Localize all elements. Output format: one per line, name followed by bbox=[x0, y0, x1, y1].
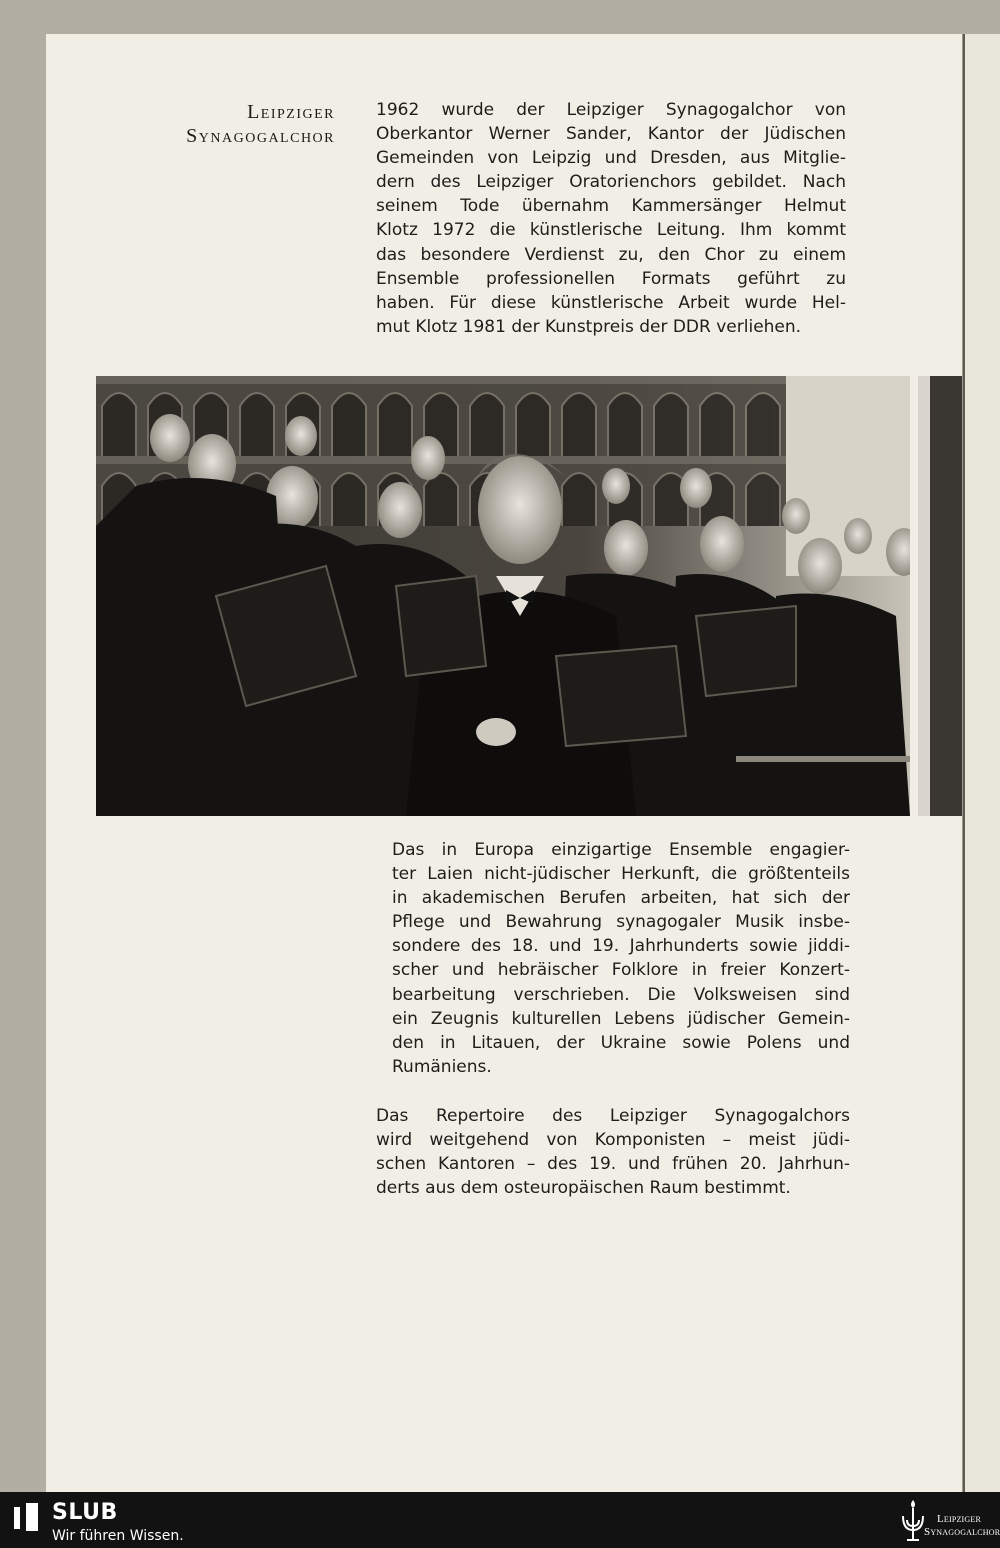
paragraph-line: wird weitgehend von Komponisten – meist jüdi- bbox=[376, 1130, 850, 1151]
paragraph-line: in akademischen Berufen arbeiten, hat sich der bbox=[392, 888, 850, 909]
photo-continuation bbox=[918, 376, 962, 816]
paragraph-line: den in Litauen, der Ukraine sowie Polens und bbox=[392, 1032, 850, 1053]
heading-line-2: Synagogalchor bbox=[186, 125, 335, 147]
choir-photo bbox=[96, 376, 910, 816]
paragraph-3 bbox=[376, 1104, 850, 1200]
paragraph-line: 1962 wurde der Leipziger Synagogalchor von bbox=[376, 100, 846, 120]
paragraph-line: bearbeitung verschrieben. Die Volksweisen sind bbox=[392, 984, 850, 1005]
paragraph-line: scher und hebräischer Folklore in freier Konzert- bbox=[392, 960, 850, 981]
paragraph-1 bbox=[376, 98, 846, 339]
heading-line-1: Leipziger bbox=[247, 101, 335, 123]
paragraph-line: Oberkantor Werner Sander, Kantor der Jüdischen bbox=[376, 124, 846, 145]
library-slogan: Wir führen Wissen. bbox=[52, 1528, 184, 1544]
paragraph-line: seinem Tode übernahm Kammersänger Helmut bbox=[376, 196, 846, 217]
paragraph-line: ein Zeugnis kulturellen Lebens jüdischer Gemein- bbox=[392, 1008, 850, 1029]
brand-label bbox=[924, 1513, 1000, 1539]
paragraph-line: Ensemble professionellen Formats geführt zu bbox=[376, 268, 846, 289]
choir-photo-image bbox=[96, 376, 910, 816]
paragraph-line: haben. Für diese künstlerische Arbeit wurde Hel- bbox=[376, 292, 846, 313]
paragraph-line: Rumäniens. bbox=[392, 1056, 492, 1077]
paragraph-line: Pflege und Bewahrung synagogaler Musik insbe- bbox=[392, 912, 850, 933]
brand-line-1: Leipziger bbox=[936, 1513, 982, 1525]
paragraph-2 bbox=[392, 838, 850, 1079]
paragraph-line: Das Repertoire des Leipziger Synagogalchors bbox=[376, 1106, 850, 1126]
paragraph-line: ter Laien nicht-jüdischer Herkunft, die größtenteils bbox=[392, 864, 850, 885]
paragraph-line: derts aus dem osteuropäischen Raum bestimmt. bbox=[376, 1178, 791, 1199]
brand-line-2: Synagogalchor bbox=[924, 1526, 1000, 1538]
slub-logo-icon[interactable] bbox=[14, 1503, 40, 1533]
paragraph-line: Klotz 1972 die künstlerische Leitung. Ihm kommt bbox=[376, 220, 846, 241]
paragraph-line: das besondere Verdienst zu, den Chor zu einem bbox=[376, 244, 846, 265]
paragraph-line: mut Klotz 1981 der Kunstpreis der DDR verliehen. bbox=[376, 316, 802, 337]
library-name[interactable]: SLUB bbox=[52, 1500, 118, 1525]
paragraph-line: Das in Europa einzigartige Ensemble engagier- bbox=[392, 840, 850, 860]
paragraph-line: sondere des 18. und 19. Jahrhunderts sowie jiddi- bbox=[392, 936, 850, 957]
page-spine bbox=[962, 34, 1000, 1492]
paragraph-line: Gemeinden von Leipzig und Dresden, aus Mitglie- bbox=[376, 148, 846, 169]
paragraph-line: schen Kantoren – des 19. und frühen 20. Jahrhun- bbox=[376, 1154, 850, 1175]
paragraph-line: dern des Leipziger Oratorienchors gebildet. Nach bbox=[376, 172, 846, 193]
section-heading bbox=[145, 100, 335, 148]
